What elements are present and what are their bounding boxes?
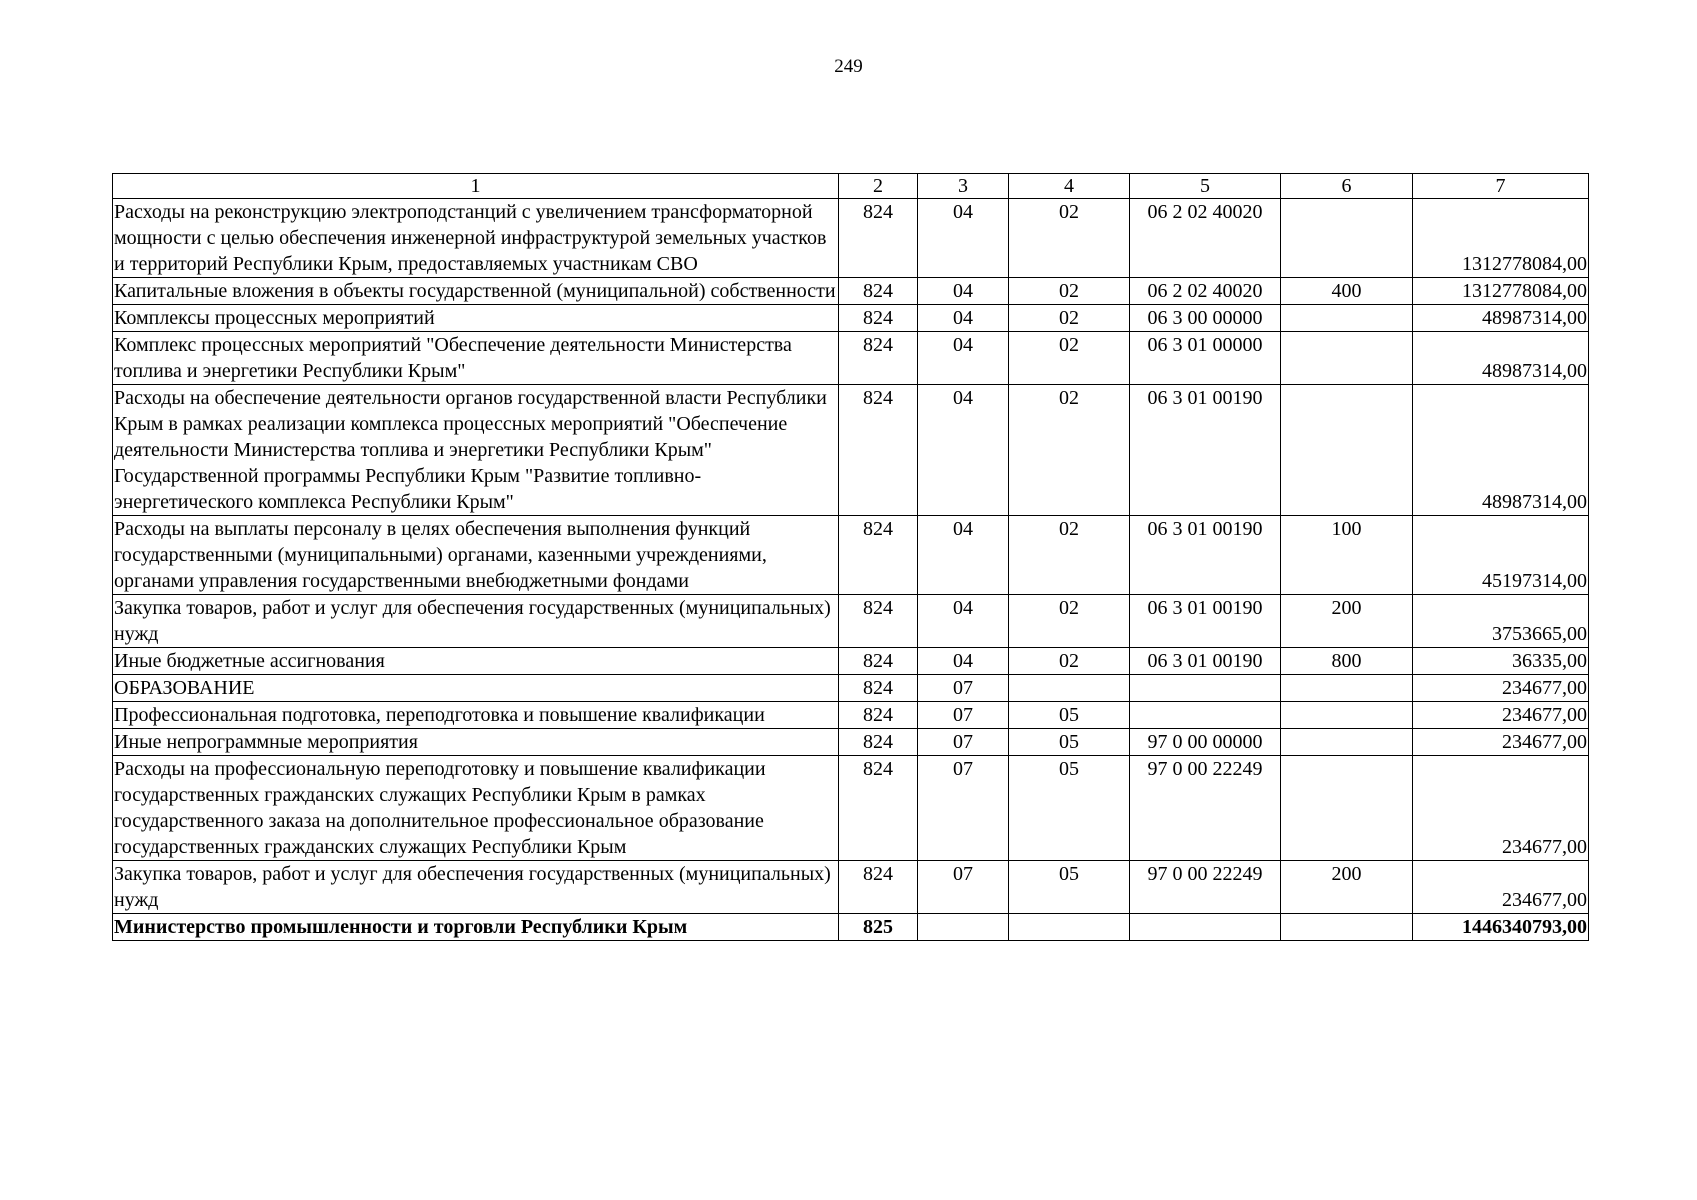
expense-name-cell: Расходы на выплаты персоналу в целях обеспечения выполнения функций государственными (муниципальными) органами, казенными учреждениями, органами управления государственными внебюджетными фондами [113,516,839,595]
target-article-cell: 06 3 01 00000 [1130,332,1281,385]
expense-type-cell [1281,199,1413,278]
amount-cell: 234677,00 [1413,756,1589,861]
subsection-code-cell: 02 [1009,305,1130,332]
expense-type-cell [1281,702,1413,729]
section-code-cell: 04 [918,305,1009,332]
expense-type-cell: 400 [1281,278,1413,305]
expense-name-cell: Расходы на профессиональную переподготовку и повышение квалификации государственных гражданских служащих Республики Крым в рамках государственного заказа на дополнительное профессиональное образование государственных гражданских служащих Республики Крым [113,756,839,861]
ministry-code-cell: 824 [839,332,918,385]
section-code-cell: 07 [918,729,1009,756]
expense-name-cell: Комплексы процессных мероприятий [113,305,839,332]
target-article-cell: 06 3 01 00190 [1130,385,1281,516]
expense-type-cell [1281,756,1413,861]
table-row [113,278,1589,305]
section-code-cell: 04 [918,595,1009,648]
expense-name-cell: Комплекс процессных мероприятий "Обеспечение деятельности Министерства топлива и энергетики Республики Крым" [113,332,839,385]
expense-name-cell: ОБРАЗОВАНИЕ [113,675,839,702]
budget-table [112,173,1589,941]
table-row [113,729,1589,756]
target-article-cell: 06 2 02 40020 [1130,199,1281,278]
column-header-3: 3 [918,174,1009,199]
ministry-code-cell: 825 [839,914,918,941]
ministry-code-cell: 824 [839,278,918,305]
section-code-cell: 07 [918,702,1009,729]
column-header-2: 2 [839,174,918,199]
expense-name-cell: Капитальные вложения в объекты государственной (муниципальной) собственности [113,278,839,305]
expense-name-cell: Расходы на обеспечение деятельности органов государственной власти Республики Крым в рамках реализации комплекса процессных мероприятий "Обеспечение деятельности Министерства топлива и энергетики Республики Крым" Государственной программы Республики Крым "Развитие топливно-энергетического комплекса Республики Крым" [113,385,839,516]
target-article-cell: 06 3 01 00190 [1130,595,1281,648]
subsection-code-cell: 05 [1009,702,1130,729]
table-row [113,385,1589,516]
target-article-cell [1130,914,1281,941]
section-code-cell: 07 [918,756,1009,861]
amount-cell: 3753665,00 [1413,595,1589,648]
subsection-code-cell [1009,675,1130,702]
amount-cell: 36335,00 [1413,648,1589,675]
amount-cell: 1312778084,00 [1413,278,1589,305]
expense-name-cell: Закупка товаров, работ и услуг для обеспечения государственных (муниципальных) нужд [113,595,839,648]
subsection-code-cell: 05 [1009,861,1130,914]
ministry-code-cell: 824 [839,729,918,756]
expense-type-cell [1281,675,1413,702]
section-code-cell: 04 [918,199,1009,278]
amount-cell: 48987314,00 [1413,385,1589,516]
ministry-code-cell: 824 [839,595,918,648]
target-article-cell: 06 3 00 00000 [1130,305,1281,332]
ministry-code-cell: 824 [839,675,918,702]
expense-type-cell [1281,305,1413,332]
expense-name-cell: Иные непрограммные мероприятия [113,729,839,756]
table-row [113,199,1589,278]
target-article-cell: 97 0 00 22249 [1130,756,1281,861]
subsection-code-cell: 05 [1009,729,1130,756]
amount-cell: 48987314,00 [1413,332,1589,385]
target-article-cell: 06 3 01 00190 [1130,648,1281,675]
amount-cell: 234677,00 [1413,861,1589,914]
ministry-code-cell: 824 [839,702,918,729]
subsection-code-cell: 05 [1009,756,1130,861]
page-number: 249 [834,56,863,77]
column-header-1: 1 [113,174,839,199]
section-code-cell: 07 [918,861,1009,914]
table-row [113,702,1589,729]
section-code-cell: 04 [918,278,1009,305]
table-row [113,516,1589,595]
expense-name-cell: Иные бюджетные ассигнования [113,648,839,675]
ministry-code-cell: 824 [839,756,918,861]
table-row [113,648,1589,675]
subsection-code-cell: 02 [1009,199,1130,278]
amount-cell: 1312778084,00 [1413,199,1589,278]
expense-type-cell [1281,332,1413,385]
target-article-cell: 06 3 01 00190 [1130,516,1281,595]
table-row [113,305,1589,332]
ministry-code-cell: 824 [839,305,918,332]
table-row [113,332,1589,385]
target-article-cell: 06 2 02 40020 [1130,278,1281,305]
amount-cell: 234677,00 [1413,675,1589,702]
column-header-5: 5 [1130,174,1281,199]
expense-type-cell: 800 [1281,648,1413,675]
table-row [113,861,1589,914]
amount-cell: 48987314,00 [1413,305,1589,332]
expense-type-cell: 200 [1281,861,1413,914]
expense-name-cell: Профессиональная подготовка, переподготовка и повышение квалификации [113,702,839,729]
table-row [113,756,1589,861]
expense-type-cell: 200 [1281,595,1413,648]
amount-cell: 45197314,00 [1413,516,1589,595]
ministry-code-cell: 824 [839,385,918,516]
section-code-cell: 04 [918,332,1009,385]
table-header-row [113,174,1589,199]
target-article-cell [1130,675,1281,702]
subsection-code-cell: 02 [1009,595,1130,648]
expense-name-cell: Расходы на реконструкцию электроподстанций с увеличением трансформаторной мощности с целью обеспечения инженерной инфраструктурой земельных участков и территорий Республики Крым, предоставляемых участникам СВО [113,199,839,278]
expense-type-cell [1281,914,1413,941]
table-row [113,914,1589,941]
ministry-code-cell: 824 [839,648,918,675]
expense-type-cell [1281,385,1413,516]
section-code-cell: 04 [918,648,1009,675]
table-body [113,199,1589,941]
section-code-cell [918,914,1009,941]
table-row [113,675,1589,702]
subsection-code-cell: 02 [1009,648,1130,675]
subsection-code-cell: 02 [1009,332,1130,385]
column-header-4: 4 [1009,174,1130,199]
column-header-7: 7 [1413,174,1589,199]
ministry-code-cell: 824 [839,199,918,278]
amount-cell: 234677,00 [1413,702,1589,729]
expense-name-cell: Министерство промышленности и торговли Республики Крым [113,914,839,941]
expense-type-cell: 100 [1281,516,1413,595]
table-row [113,595,1589,648]
section-code-cell: 04 [918,385,1009,516]
section-code-cell: 04 [918,516,1009,595]
amount-cell: 234677,00 [1413,729,1589,756]
amount-cell: 1446340793,00 [1413,914,1589,941]
target-article-cell: 97 0 00 00000 [1130,729,1281,756]
ministry-code-cell: 824 [839,861,918,914]
target-article-cell [1130,702,1281,729]
subsection-code-cell [1009,914,1130,941]
ministry-code-cell: 824 [839,516,918,595]
subsection-code-cell: 02 [1009,385,1130,516]
expense-type-cell [1281,729,1413,756]
column-header-6: 6 [1281,174,1413,199]
expense-name-cell: Закупка товаров, работ и услуг для обеспечения государственных (муниципальных) нужд [113,861,839,914]
section-code-cell: 07 [918,675,1009,702]
subsection-code-cell: 02 [1009,278,1130,305]
target-article-cell: 97 0 00 22249 [1130,861,1281,914]
subsection-code-cell: 02 [1009,516,1130,595]
